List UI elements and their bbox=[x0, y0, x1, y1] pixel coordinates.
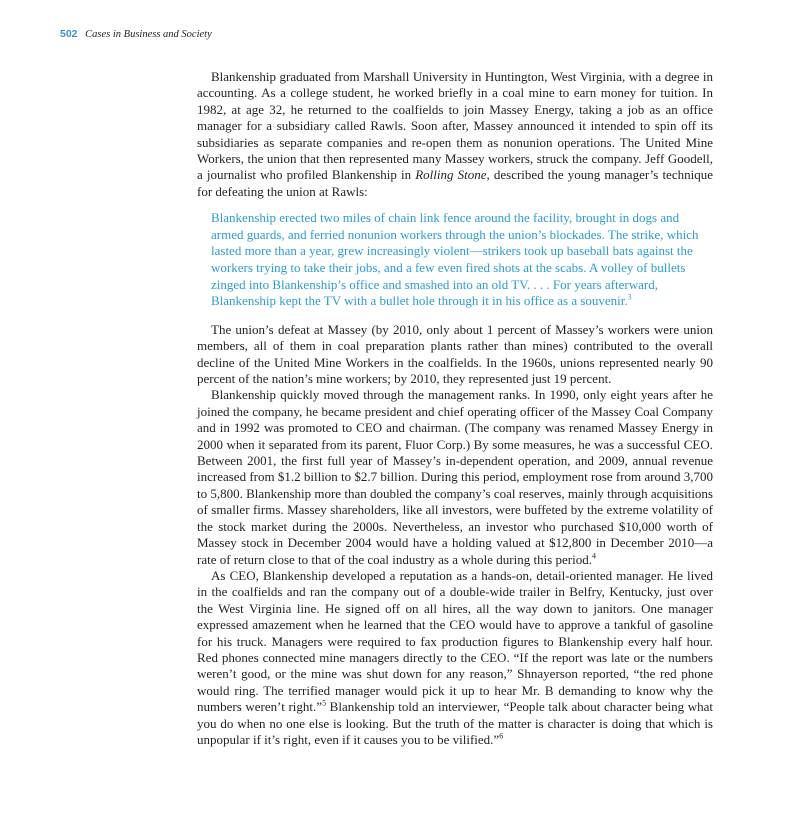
footnote-marker-4: 4 bbox=[591, 551, 596, 561]
book-title: Cases in Business and Society bbox=[85, 29, 212, 40]
paragraph-4 bbox=[197, 568, 713, 748]
footnote-marker-6: 6 bbox=[499, 731, 504, 741]
paragraph-4-text: As CEO, Blankenship developed a reputation as a hands-on, detail-oriented manager. He lived in the coalfields and ran the company out of a double-wide trailer in Belfry, Kentucky, just over the West Virginia line. He signed off on all hires, all the way down to janitors. One manager expressed amazement when he learned that the CEO would have to approve a tankful of gasoline for his truck. Managers were required to fax production figures to Blankenship every half hour. Red phones connected mine managers directly to the CEO. “If the report was late or the numbers weren’t good, or the mine was shut down for any reason,” Shnayerson reported, “the red phone would ring. The terrified manager would pick it up to hear Mr. B demanding to know why the numbers weren’t right.” bbox=[197, 567, 713, 715]
footnote-marker-3: 3 bbox=[627, 292, 632, 302]
paragraph-3-text: Blankenship quickly moved through the management ranks. In 1990, only eight years after he joined the company, he became president and chief operating officer of the Massey Coal Company and in 1992 was promoted to CEO and chairman. (The company was renamed Massey Energy in 2000 when it separated from its parent, Fluor Corp.) By some measures, he was a successful CEO. Between 2001, the first full year of Massey’s in-dependent operation, and 2009, annual revenue increased from $1.2 billion to $2.7 billion. During this period, employment rose from around 3,700 to 5,800. Blankenship more than doubled the company’s coal reserves, mainly through acquisitions of smaller firms. Massey shareholders, like all investors, were buffeted by the extreme volatility of the stock market during the 2000s. Nevertheless, an investor who purchased $10,000 worth of Massey stock in December 2004 would have a holding valued at $12,800 in December 2010—a rate of return close to that of the coal industry as a whole during this period. bbox=[197, 387, 713, 567]
paragraph-1-text-end: described the young manager’s technique for defeating the union at Rawls: bbox=[197, 167, 713, 199]
block-quote bbox=[211, 210, 713, 310]
paragraph-1-text: Blankenship graduated from Marshall University in Huntington, West Virginia, with a degree in accounting. As a college student, he worked briefly in a coal mine to earn money for tuition. In 1982, at age 32, he returned to the coalfields to join Massey Energy, taking a job as an office manager for a subsidiary called Rawls. Soon after, Massey announced it intended to spin off its subsidiaries as separate companies and re-open them as nonunion operations. The United Mine Workers, the union that then represented many Massey workers, struck the company. Jeff Goodell, a journalist who profiled Blankenship in bbox=[197, 69, 713, 183]
main-text-column bbox=[197, 69, 713, 748]
paragraph-4-text-end: Blankenship told an interviewer, “People talk about character being what you do when no one else is looking. But the truth of the matter is character is doing that which is unpopular if it’s right, even if it causes you to be vilified.” bbox=[197, 699, 713, 747]
running-head bbox=[60, 27, 212, 42]
paragraph-1-italic-title: Rolling Stone, bbox=[415, 167, 490, 183]
block-quote-text: Blankenship erected two miles of chain link fence around the facility, brought in dogs and armed guards, and ferried nonunion workers through the union’s blockades. The strike, which lasted more than a year, grew increasingly violent—strikers took up baseball bats against the workers trying to take their jobs, and a few even fired shots at the scabs. A volley of bullets zinged into Blankenship’s office and smashed into an old TV. . . . For years afterward, Blankenship kept the TV with a bullet hole through it in his office as a souvenir. bbox=[211, 210, 699, 309]
paragraph-1 bbox=[197, 69, 713, 200]
paragraph-3 bbox=[197, 387, 713, 567]
page-number: 502 bbox=[60, 28, 78, 40]
paragraph-2: The union’s defeat at Massey (by 2010, only about 1 percent of Massey’s workers were union members, all of them in coal preparation plants rather than mines) contributed to the overall decline of the United Mine Workers in the coalfields. In the 1960s, unions represented nearly 90 percent of the nation’s mine workers; by 2010, they represented just 19 percent. bbox=[197, 321, 713, 387]
footnote-marker-5: 5 bbox=[322, 698, 327, 708]
